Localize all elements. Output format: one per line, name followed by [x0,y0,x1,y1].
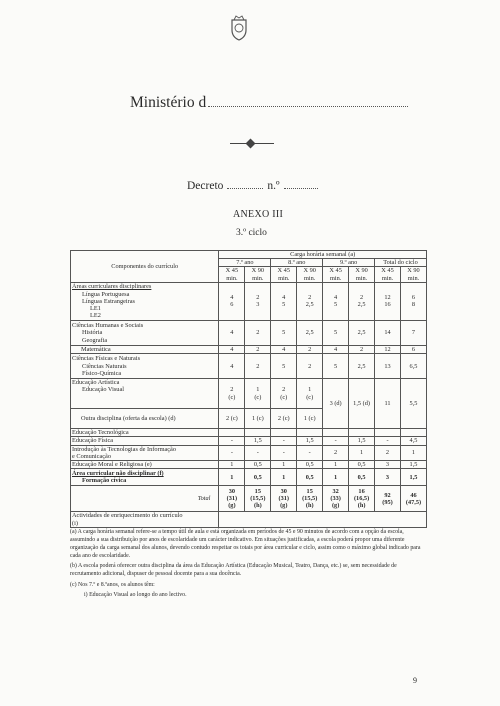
table-row [71,354,427,379]
value-cell: 6,5 [400,354,426,379]
value-cell: - [245,445,271,460]
value-cell: 2 (c) [271,379,297,409]
value-cell: 1 (c) [297,379,323,409]
divider-diamond [246,139,256,149]
value-cell: 14 [375,320,401,345]
value-cell: 1 (c) [297,409,323,429]
value-cell: - [219,445,245,460]
year-header: 7.º ano [219,259,271,267]
value-cell: 0,5 [349,461,375,469]
area-cell: Educação Tecnológica [71,429,219,437]
value-cell: 3 [375,461,401,469]
value-cell: 13 [375,354,401,379]
footnotes [70,528,428,601]
ministry-title: Ministério d [130,94,408,112]
value-cell: 2 (c) [219,379,245,409]
annex-title: ANEXO III [233,209,284,220]
value-cell: 5 [323,354,349,379]
value-cell: 5,5 [400,379,426,429]
value-cell: - [271,437,297,445]
value-cell: 2 2,5 [349,282,375,320]
value-cell: - [375,437,401,445]
unit-header: X 90 min. [245,267,271,282]
value-cell: 92 (95) [375,486,401,512]
value-cell: 4 [219,354,245,379]
value-cell: 4 [219,320,245,345]
value-cell: 11 [375,379,401,429]
value-cell: 2 (c) [219,409,245,429]
value-cell: - [219,437,245,445]
year-header: 9.º ano [323,259,375,267]
value-cell: 2 [375,445,401,460]
value-cell: 2 [245,345,271,353]
table-row [71,282,427,320]
value-cell: 6 [400,345,426,353]
value-cell: 2 [245,354,271,379]
value-cell: 12 16 [375,282,401,320]
table-row [71,379,427,409]
cycle-title: 3.º ciclo [236,228,267,238]
table-row [71,437,427,445]
value-cell: 2 [323,445,349,460]
value-cell: 1 [219,461,245,469]
year-header: 8.º ano [271,259,323,267]
value-cell: 1 [323,461,349,469]
value-cell: 1 [271,469,297,486]
value-cell: - [271,445,297,460]
value-cell: 4 [271,345,297,353]
unit-header: X 45 min. [271,267,297,282]
value-cell: 0,5 [297,469,323,486]
value-cell: 1 (c) [245,379,271,409]
value-cell: 7 [400,320,426,345]
area-cell: Outra disciplina (oferta da escola) (d) [71,409,219,429]
page-number: 9 [413,676,417,685]
area-cell: Áreas curriculares disciplinares Língua Portuguesa Línguas Estrangeiras LE1 LE2 [71,282,219,320]
value-cell: 1,5 [297,437,323,445]
value-cell: - [323,437,349,445]
value-cell: 2 (c) [271,409,297,429]
value-cell: 1 [323,469,349,486]
table-row [71,512,427,527]
unit-header: X 90 min. [349,267,375,282]
footnote-b: (b) A escola poderá oferecer outra disciplina da área da Educação Artística (Educação Musical, Teatro, Dança, etc.) se, sem necessidade de recrutamento adicional, dispuser de pessoal docente para a sua docência. [70,563,397,578]
value-cell: 4 [219,345,245,353]
decree-line: Decreto n.º [187,180,322,192]
area-cell: Educação Artística Educação Visual [71,379,219,409]
value-cell: 2,5 [349,320,375,345]
value-cell: 2 [297,345,323,353]
footnote-c: (c) Nos 7.º e 8.ºanos, os alunos têm: [70,581,155,588]
area-cell: Actividades de enriquecimento do currículo (i) [71,512,219,527]
value-cell: 4 5 [271,282,297,320]
value-cell: 1 [219,469,245,486]
table-row [71,320,427,345]
table-row [71,486,427,512]
value-cell: 0,5 [245,461,271,469]
value-cell: 0,5 [245,469,271,486]
value-cell: 15 (15,5) (h) [297,486,323,512]
value-cell: 30 (31) (g) [271,486,297,512]
value-cell: 15 (15,5) (h) [245,486,271,512]
value-cell: 1,5 (d) [349,379,375,429]
value-cell: 0,5 [349,469,375,486]
value-cell: 1,5 [245,437,271,445]
value-cell: 2 2,5 [297,282,323,320]
value-cell: 30 (31) (g) [219,486,245,512]
table-row [71,345,427,353]
unit-header: X 45 min. [375,267,401,282]
table-row [71,445,427,460]
value-cell: 1,5 [400,469,426,486]
area-cell: Ciências Físicas e Naturais Ciências Naturais Físico-Química [71,354,219,379]
value-cell: 4,5 [400,437,426,445]
value-cell: 2 [349,345,375,353]
value-cell: 1,5 [400,461,426,469]
value-cell: 2,5 [349,354,375,379]
area-cell: Ciências Humanas e Sociais História Geografia [71,320,219,345]
area-cell: Matemática [71,345,219,353]
value-cell: 4 6 [219,282,245,320]
value-cell: 5 [271,354,297,379]
value-cell: 1 [271,461,297,469]
value-cell: 32 (33) (g) [323,486,349,512]
value-cell: 4 5 [323,282,349,320]
table-row [71,429,427,437]
value-cell: 16 (16,5) (h) [349,486,375,512]
value-cell: 5 [323,320,349,345]
total-label: Total [71,486,219,512]
curriculum-table [70,250,427,528]
value-cell: 3 [375,469,401,486]
value-cell: 0,5 [297,461,323,469]
value-cell: 2 [245,320,271,345]
value-cell: 6 8 [400,282,426,320]
area-cell: Educação Moral e Religiosa (e) [71,461,219,469]
value-cell: 2 3 [245,282,271,320]
value-cell: 3 (d) [323,379,349,429]
value-cell: 12 [375,345,401,353]
area-cell: Educação Física [71,437,219,445]
area-cell: Introdução às Tecnologias de Informação e Comunicação [71,445,219,460]
value-cell: 2,5 [297,320,323,345]
table-row [71,461,427,469]
value-cell: 1,5 [349,437,375,445]
ministry-blank [208,95,408,107]
header-row-load [71,251,427,259]
coat-of-arms-emblem [228,14,250,42]
value-cell: 46 (47,5) [400,486,426,512]
value-cell: 1 [349,445,375,460]
area-cell: Área curricular não disciplinar (f) Formação cívica [71,469,219,486]
components-header: Componentes do currículo [71,251,219,283]
value-cell: 1 (c) [245,409,271,429]
unit-header: X 45 min. [219,267,245,282]
unit-header: X 45 min. [323,267,349,282]
unit-header: X 90 min. [400,267,426,282]
value-cell: 5 [271,320,297,345]
load-header: Carga horária semanal (a) [219,251,427,259]
footnote-c-item: i) Educação Visual ao longo do ano lectivo. [84,591,187,598]
value-cell: 4 [323,345,349,353]
table-row [71,469,427,486]
value-cell: - [297,445,323,460]
year-header: Total do ciclo [375,259,427,267]
unit-header: X 90 min. [297,267,323,282]
value-cell: 2 [297,354,323,379]
value-cell: 1 [400,445,426,460]
footnote-a: (a) A carga horária semanal refere-se a tempo útil de aula e está organizada em períodos de 45 e 90 minutos de acordo com a opção da escola, assumindo a sua distribuição por anos de escolaridade um carácter indicativo. Em situações justificadas, a escola poderá propor uma diferente organização da carga semanal dos alunos, devendo contudo respeitar os totais por área curricular e ciclo, assim como o máximo global indicado para cada ano de escolaridade. [70,529,421,560]
